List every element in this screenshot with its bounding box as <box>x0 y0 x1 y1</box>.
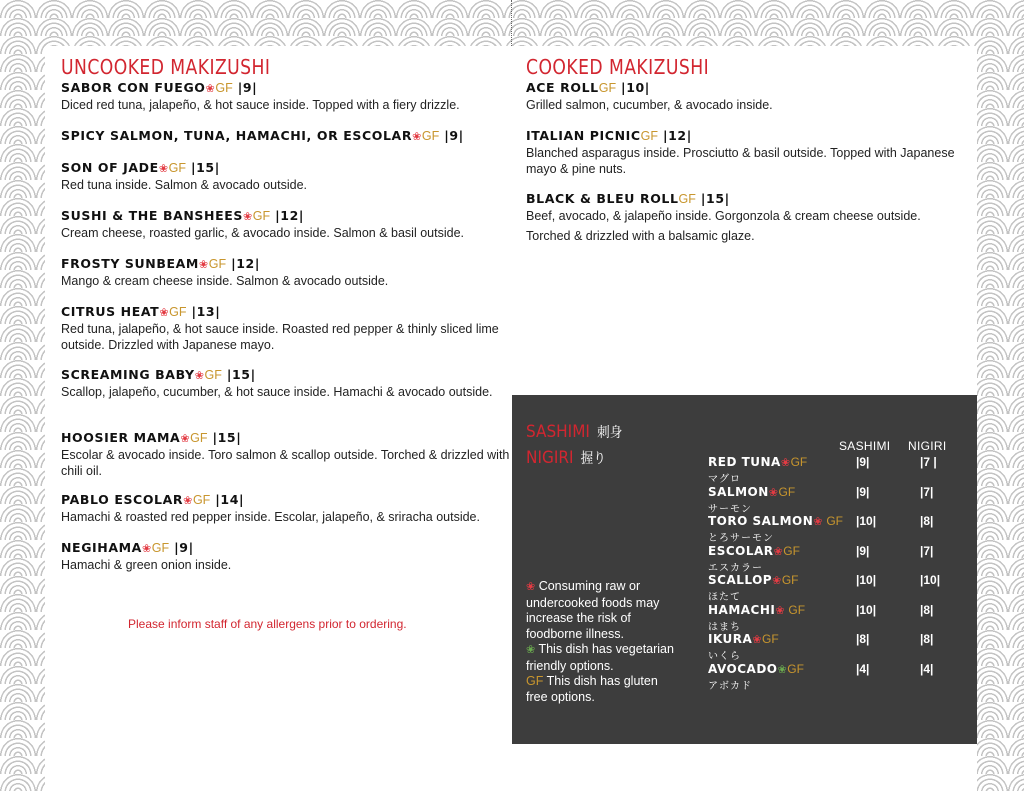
menu-item-header <box>526 128 966 144</box>
menu-item-header <box>61 256 511 272</box>
nigiri-title <box>526 448 606 468</box>
menu-item-price: |9| <box>237 80 258 95</box>
gf-label: GF <box>151 541 170 555</box>
menu-item <box>61 304 511 353</box>
sashimi-nigiri-box <box>512 395 977 744</box>
menu-item <box>61 367 511 400</box>
menu-item <box>526 128 966 177</box>
menu-item <box>61 430 511 479</box>
red-flower-icon: ❀ <box>775 603 786 617</box>
sashimi-price: |10| <box>856 602 877 617</box>
menu-item-description: Hamachi & roasted red pepper inside. Escolar, jalapeño, & sriracha outside. <box>61 510 480 524</box>
menu-item <box>61 492 511 525</box>
menu-item-header <box>61 160 511 176</box>
gf-label: GF <box>190 431 208 445</box>
sashimi-item-japanese: マグロ <box>708 474 741 485</box>
nigiri-title-jp: 握り <box>580 451 606 467</box>
gf-label: GF <box>762 632 779 646</box>
menu-item-name: CITRUS HEAT <box>61 304 160 319</box>
sashimi-row <box>708 485 968 514</box>
sashimi-item-japanese: サーモン <box>708 503 752 515</box>
uncooked-title: UNCOOKED MAKIZUSHI <box>61 55 271 79</box>
red-flower-icon: ❀ <box>242 210 253 223</box>
menu-item-price: |9| <box>444 128 464 143</box>
menu-item <box>61 208 511 241</box>
sashimi-item-name: HAMACHI <box>708 602 776 617</box>
menu-item-price: |14| <box>215 492 245 507</box>
menu-item <box>61 256 511 289</box>
menu-item-description: Blanched asparagus inside. Prosciutto & basil outside. Topped with Japanese mayo & pine nuts. <box>526 146 955 176</box>
menu-item-header <box>61 367 511 383</box>
menu-item-description: Scallop, jalapeño, cucumber, & hot sauce inside. Hamachi & avocado outside. <box>61 385 493 399</box>
sashimi-title-text: SASHIMI <box>526 422 590 442</box>
menu-item-description: Grilled salmon, cucumber, & avocado inside. <box>526 98 773 112</box>
menu-item-price: |15| <box>212 430 242 445</box>
gf-label: GF <box>204 368 222 382</box>
gf-label: GF <box>192 493 211 507</box>
menu-item-description: Hamachi & green onion inside. <box>61 558 232 572</box>
cooked-title: COOKED MAKIZUSHI <box>526 55 710 79</box>
sashimi-item-name: SALMON <box>708 484 769 499</box>
menu-item-name: SUSHI & THE BANSHEES <box>61 208 243 223</box>
menu-item-header <box>526 80 966 96</box>
allergen-note: Please inform staff of any allergens prior to ordering. <box>128 617 407 631</box>
nigiri-price: |8| <box>920 602 934 617</box>
sashimi-price: |9| <box>856 543 870 558</box>
menu-item-description: Red tuna inside. Salmon & avocado outside. <box>61 178 307 192</box>
sashimi-row <box>708 455 968 484</box>
sashimi-item-name: IKURA <box>708 632 753 646</box>
menu-item-header <box>61 128 511 144</box>
sashimi-price: |9| <box>856 455 870 469</box>
menu-item-price: |9| <box>174 540 194 555</box>
legend-raw <box>526 579 676 642</box>
menu-item-description: Mango & cream cheese inside. Salmon & avocado outside. <box>61 274 389 288</box>
nigiri-price: |4| <box>920 661 934 676</box>
sashimi-row <box>708 573 968 602</box>
sashimi-item-name: SCALLOP <box>708 573 773 587</box>
red-flower-icon: ❀ <box>159 306 170 319</box>
gf-label: GF <box>783 543 800 558</box>
sashimi-item-name: TORO SALMON <box>708 514 814 528</box>
sashimi-row <box>708 544 968 573</box>
gf-label: GF <box>790 455 808 469</box>
legend-veg-text: This dish has vegetarian friendly options. <box>526 642 674 673</box>
sashimi-price: |4| <box>856 661 870 676</box>
sashimi-title <box>526 422 622 442</box>
sashimi-item-name: ESCOLAR <box>708 543 774 558</box>
gf-label: GF <box>598 81 617 95</box>
menu-item-price: |12| <box>662 128 692 143</box>
menu-item-price: |13| <box>191 304 221 319</box>
sashimi-item-name: RED TUNA <box>708 455 781 469</box>
nigiri-price: |10| <box>920 573 941 587</box>
gf-label: GF <box>640 129 659 143</box>
sashimi-price: |10| <box>856 573 877 587</box>
red-flower-icon: ❀ <box>526 581 536 593</box>
menu-item <box>61 80 511 113</box>
gf-label: GF <box>787 661 804 676</box>
gf-label: GF <box>781 573 799 587</box>
legend-veg <box>526 642 676 674</box>
red-flower-icon: ❀ <box>773 544 784 558</box>
menu-item-header <box>61 304 511 320</box>
sashimi-item-japanese: とろサーモン <box>708 533 774 544</box>
gf-label: GF <box>421 129 440 143</box>
sashimi-item-japanese: いくら <box>708 651 741 662</box>
menu-item-description: Beef, avocado, & jalapeño inside. Gorgonzola & cream cheese outside. <box>526 209 921 223</box>
red-flower-icon: ❀ <box>772 574 782 587</box>
sashimi-row <box>708 603 968 632</box>
menu-item-name: ACE ROLL <box>526 80 599 95</box>
red-flower-icon: ❀ <box>158 162 169 175</box>
menu-item-name: SABOR CON FUEGO <box>61 80 206 95</box>
sashimi-row <box>708 514 968 543</box>
sashimi-item-japanese: アボカド <box>708 680 752 692</box>
menu-item-name: NEGIHAMA <box>61 540 142 555</box>
gf-label: GF <box>208 257 227 271</box>
gf-label: GF <box>678 192 696 206</box>
menu-item-price: |12| <box>231 256 260 271</box>
menu-item-price: |12| <box>275 208 305 223</box>
menu-item-header <box>61 80 511 96</box>
menu-item-name: SCREAMING BABY <box>61 367 195 382</box>
menu-item <box>526 191 966 244</box>
menu-item <box>61 160 511 193</box>
sashimi-price: |8| <box>856 632 870 646</box>
column-header-sashimi: SASHIMI <box>839 439 891 453</box>
sashimi-item-japanese: ほたて <box>708 592 741 603</box>
left-panel <box>45 46 512 791</box>
legend-raw-text: Consuming raw or undercooked foods may increase the risk of foodborne illness. <box>526 579 660 641</box>
sashimi-price: |10| <box>856 514 877 528</box>
sashimi-row <box>708 632 968 661</box>
red-flower-icon: ❀ <box>780 456 791 469</box>
green-flower-icon: ❀ <box>526 644 536 656</box>
menu-item-name: SPICY SALMON, TUNA, HAMACHI, OR ESCOLAR <box>61 128 413 143</box>
nigiri-price: |7| <box>920 543 934 558</box>
gf-label: GF <box>169 305 187 319</box>
menu-item-name: ITALIAN PICNIC <box>526 128 641 143</box>
menu-item <box>61 540 511 573</box>
nigiri-price: |8| <box>920 514 934 528</box>
menu-item <box>526 80 966 113</box>
gf-label: GF <box>823 514 843 528</box>
menu-item-header <box>61 430 511 446</box>
menu-item-price: |15| <box>190 160 220 175</box>
gf-label: GF <box>252 209 271 223</box>
menu-item-header <box>61 492 511 508</box>
menu-item-header <box>61 540 511 556</box>
gf-label: GF <box>785 602 806 617</box>
fold-divider <box>511 0 512 46</box>
sashimi-row <box>708 662 968 691</box>
nigiri-price: |8| <box>920 632 934 646</box>
menu-item-price: |10| <box>621 80 650 95</box>
sashimi-price: |9| <box>856 484 870 499</box>
gf-label: GF <box>168 161 186 175</box>
legend <box>526 579 676 705</box>
column-header-nigiri: NIGIRI <box>908 439 947 453</box>
nigiri-price: |7| <box>920 484 934 499</box>
menu-item-price: |15| <box>700 191 730 206</box>
red-flower-icon: ❀ <box>768 485 779 499</box>
menu-item-header <box>526 191 966 207</box>
red-flower-icon: ❀ <box>198 258 209 271</box>
menu-item-description: Escolar & avocado inside. Toro salmon & scallop outside. Torched & drizzled with chili oil. <box>61 448 510 478</box>
red-flower-icon: ❀ <box>183 494 193 507</box>
nigiri-price: |7 | <box>920 455 937 469</box>
menu-item-name: HOOSIER MAMA <box>61 430 181 445</box>
sashimi-item-japanese: エスカラー <box>708 562 763 574</box>
red-flower-icon: ❀ <box>412 130 422 143</box>
menu-item-name: SON OF JADE <box>61 160 159 175</box>
sashimi-title-jp: 刺身 <box>597 425 623 441</box>
legend-gf-text: This dish has gluten free options. <box>526 674 658 704</box>
menu-item-description: Cream cheese, roasted garlic, & avocado inside. Salmon & basil outside. <box>61 226 464 240</box>
menu-item-description: Red tuna, jalapeño, & hot sauce inside. Roasted red pepper & thinly sliced lime outside. Drizzled with Japanese mayo. <box>61 322 499 352</box>
menu-item-description: Diced red tuna, jalapeño, & hot sauce inside. Topped with a fiery drizzle. <box>61 98 460 112</box>
nigiri-title-text: NIGIRI <box>526 448 574 468</box>
red-flower-icon: ❀ <box>194 369 205 382</box>
menu-item <box>61 128 511 144</box>
red-flower-icon: ❀ <box>205 82 216 95</box>
red-flower-icon: ❀ <box>141 542 152 555</box>
gf-symbol: GF <box>526 674 544 688</box>
menu-item-description-extra: Torched & drizzled with a balsamic glaze. <box>526 229 755 243</box>
menu-item-name: BLACK & BLEU ROLL <box>526 191 679 206</box>
menu-item-name: FROSTY SUNBEAM <box>61 256 199 271</box>
red-flower-icon: ❀ <box>752 633 763 646</box>
legend-gf <box>526 674 676 705</box>
menu-item-header <box>61 208 511 224</box>
menu-item-price: |15| <box>226 367 256 382</box>
gf-label: GF <box>778 484 796 499</box>
gf-label: GF <box>215 81 233 95</box>
green-flower-icon: ❀ <box>777 662 788 676</box>
sashimi-item-japanese: はまち <box>708 621 741 633</box>
red-flower-icon: ❀ <box>180 432 191 445</box>
menu-item-name: PABLO ESCOLAR <box>61 492 184 507</box>
sashimi-item-name: AVOCADO <box>708 661 778 676</box>
red-flower-icon: ❀ <box>813 515 823 528</box>
